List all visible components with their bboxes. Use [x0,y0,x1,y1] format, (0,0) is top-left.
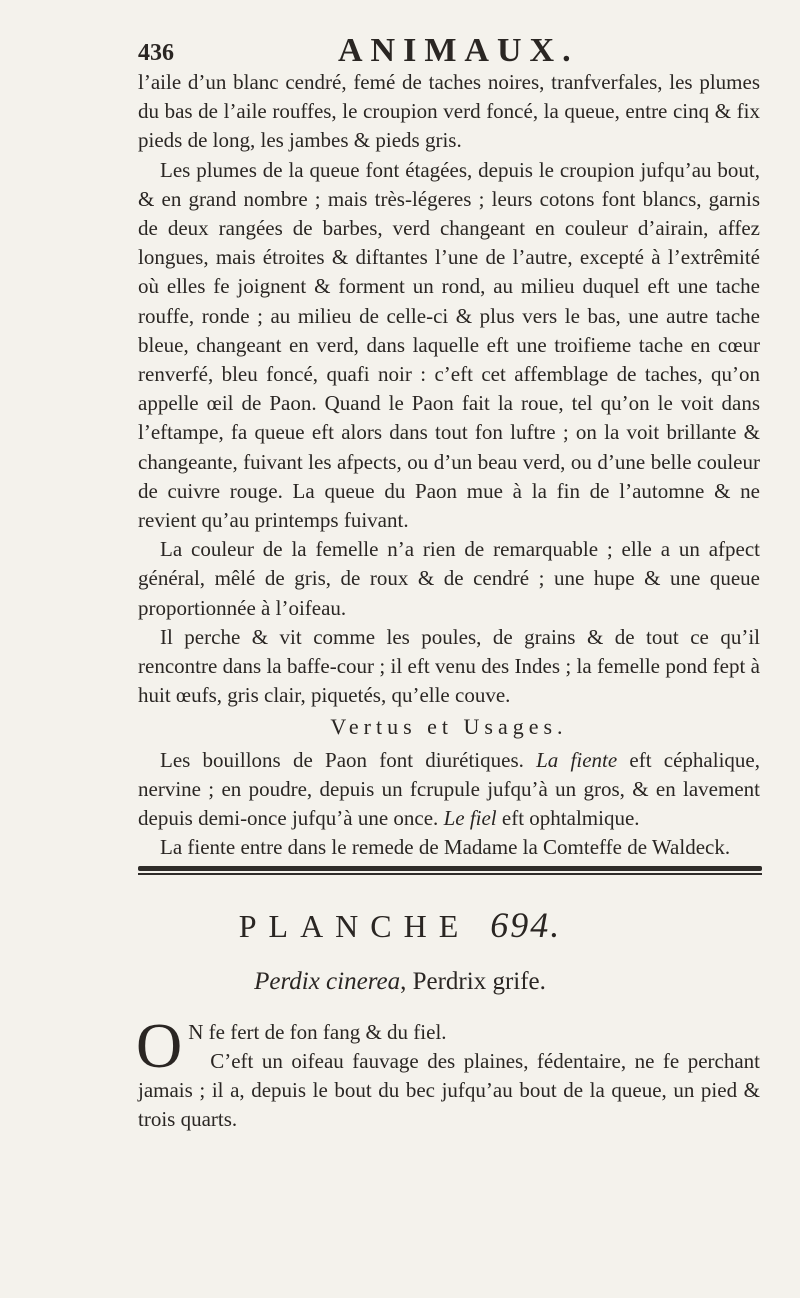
species-entry [136,1010,760,1134]
virtues-text-start: Les bouillons de Paon font diurétiques. [160,747,537,772]
paragraph-continued: l’aile d’un blanc cendré, femé de taches noires, tranfverfales, les plumes du bas de l’aile rouffes, le croupion verd foncé, la queue, entre cinq & fix pieds de long, les jambes & pieds gris. [138,70,760,153]
page-header [138,32,758,72]
paragraph-virtues [138,746,760,834]
page-number: 436 [138,40,174,66]
running-head: ANIMAUX. [338,32,579,69]
section-heading: Vertus et Usages. [330,714,568,740]
virtues-term-fiel: Le fiel [443,806,497,831]
plate-title [0,904,800,946]
paragraph-tail-feathers: Les plumes de la queue font étagées, depuis le croupion jufqu’au bout, & en grand nombre ; mais très-légeres ; leurs cotons font blancs, garnis de deux rangées de barbes, verd changeant en couleur d’airain, affez longues, mais étroites & diftantes l’une de l’autre, excepté à l’extrêmité où elles fe joignent & forment un rond, au milieu duquel eft une tache rouffe, ronde ; au milieu de celle-ci & plus vers le bas, une autre tache bleue, changeant en verd, dans laquelle eft une troifieme tache en cœur renverfé, bleu foncé, quafi noir : c’eft cet affemblage de taches, qu’on appelle œil de Paon. Quand le Paon fait la roue, tel qu’on le voit dans l’eftampe, fa queue eft alors dans tout fon luftre ; on la voit brillante & changeante, fuivant les afpects, ou d’un beau verd, ou d’une belle couleur de cuivre rouge. La queue du Paon mue à la fin de l’automne & ne revient qu’au printemps fuivant. [138,157,760,533]
plate-label: PLANCHE [238,908,471,944]
drop-cap: O [136,1010,183,1081]
entry-line-2: C’eft un oifeau fauvage des plaines, fédentaire, ne fe perchant jamais ; il a, depuis le bout du bec jufqu’au bout de la queue, un pied & trois quarts. [138,1049,760,1131]
species-latin-name: Perdix cinerea [254,968,401,995]
plate-number: 694. [490,905,562,945]
virtues-text-mid: eft céphalique, nervine ; en poudre, depuis un fcrupule jufqu’à un gros, & en lavement depuis demi-once jufqu’à une once. [138,747,760,831]
paragraph-female: La couleur de la femelle n’a rien de remarquable ; elle a un afpect général, mêlé de gris, de roux & de cendré ; une hupe & une queue proportionnée à l’oifeau. [138,537,760,620]
paragraph-habits: Il perche & vit comme les poules, de grains & de tout ce qu’il rencontre dans la baffe-cour ; il eft venu des Indes ; la femelle pond fept à huit œufs, gris clair, piquetés, qu’elle couve. [138,624,760,708]
species-line [0,968,800,996]
ornamental-rule [138,866,762,880]
virtues-term-fiente: La fiente [536,747,618,772]
paragraph-remedy: La fiente entre dans le remede de Madame la Comteffe de Waldeck. [160,835,731,860]
main-text [138,68,760,862]
species-separator: , [400,968,413,995]
virtues-text-end: eft ophtalmique. [496,806,640,831]
rule-thin [138,873,762,875]
entry-line-1: N fe fert de fon fang & du fiel. [188,1020,447,1044]
rule-thick [138,866,762,871]
species-french-name: Perdrix grife. [412,968,546,995]
